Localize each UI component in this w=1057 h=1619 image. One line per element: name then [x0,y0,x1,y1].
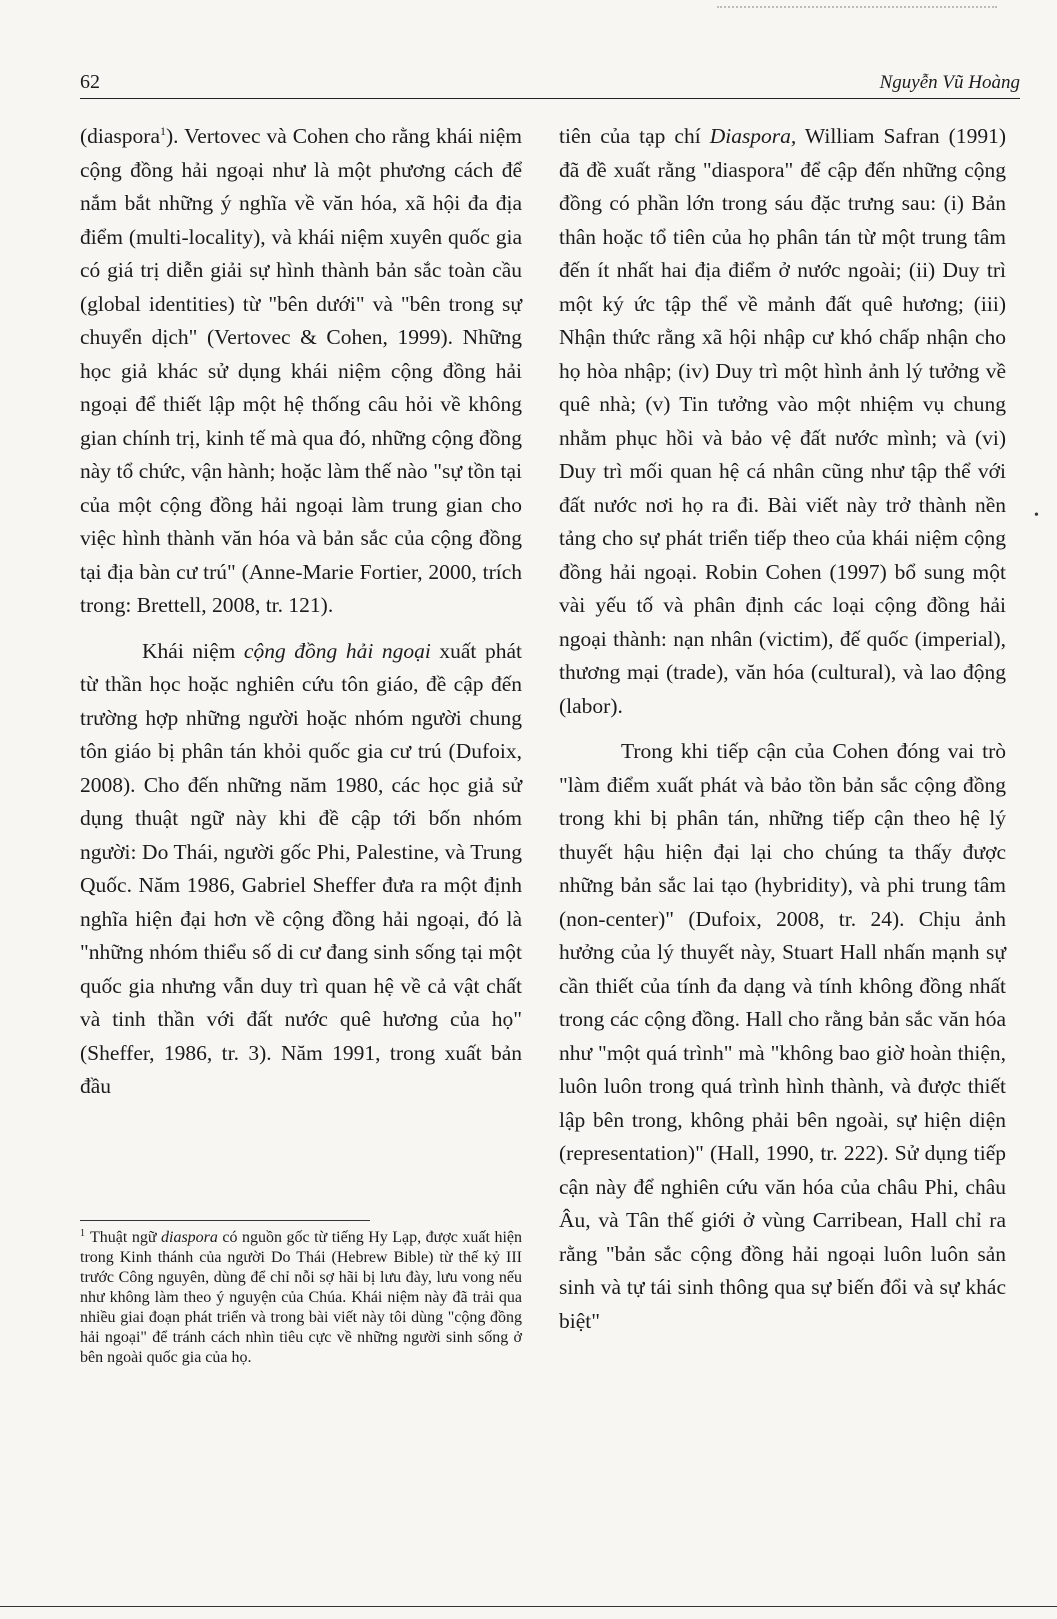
right-p1-text-b: William Safran (1991) đã đề xuất rằng "diaspora" để cập đến những cộng đồng có phần lớn trong sáu đặc trưng sau: (i) Bản thân hoặc tổ tiên của họ phân tán từ một trung tâm đến ít nhất hai địa điểm ở nước ngoài; (ii) Duy trì một ký ức tập thể về mảnh đất quê hương; (iii) Nhận thức rằng xã hội nhập cư khó chấp nhận cho họ hòa nhập; (iv) Duy trì một hình ảnh lý tưởng về quê nhà; (v) Tin tưởng vào một nhiệm vụ chung nhằm phục hồi và bảo vệ đất nước mình; và (vi) Duy trì mối quan hệ cá nhân cũng như tập thể với đất nước nơi họ ra đi. Bài viết này trở thành nền tảng cho sự phát triển tiếp theo của khái niệm cộng đồng hải ngoại. Robin Cohen (1997) bổ sung một vài yếu tố và phân định các loại cộng đồng hải ngoại thành: nạn nhân (victim), đế quốc (imperial), thương mại (trade), văn hóa (cultural), và lao động (labor). [559,124,1006,718]
left-p1-text-a: (diaspora [80,124,160,148]
footnote-marker: 1 [80,1228,85,1239]
page-header [80,68,1020,99]
footnote-separator [80,1220,370,1221]
bottom-rule [0,1606,1057,1607]
margin-mark: • [1034,508,1039,523]
left-p2-text-b: xuất phát từ thần học hoặc nghiên cứu tôn giáo, đề cập đến trường hợp những người hoặc nhóm người chung tôn giáo bị phân tán khỏi quốc gia cư trú (Dufoix, 2008). Cho đến những năm 1980, các học giả sử dụng thuật ngữ này khi đề cập tới bốn nhóm người: Do Thái, người gốc Phi, Palestine, và Trung Quốc. Năm 1986, Gabriel Sheffer đưa ra một định nghĩa hiện đại hơn về cộng đồng hải ngoại, đó là "những nhóm thiểu số di cư đang sinh sống tại một quốc gia nhưng vẫn duy trì quan hệ về cả vật chất và tinh thần với đất nước quê hương của họ" (Sheffer, 1986, tr. 3). Năm 1991, trong xuất bản đầu [80,638,522,1098]
right-p1-text-a: tiên của tạp chí [559,124,710,148]
left-column [80,120,522,1116]
right-paragraph-1 [559,120,1006,723]
right-p1-italic-title: Diaspora, [709,124,797,148]
footnote-text-b: có nguồn gốc từ tiếng Hy Lạp, được xuất hiện trong Kinh thánh của người Do Thái (Hebrew Bible) từ thế kỷ III trước Công nguyên, dùng để chỉ nỗi sợ hãi bị lưu đày, lưu vong nếu như không làm theo ý nguyện của Chúa. Khái niệm này đã trải qua nhiều giai đoạn phát triển và trong bài viết này tôi dùng "cộng đồng hải ngoại" để tránh cách nhìn tiêu cực về những người sinh sống ở bên ngoài quốc gia của họ. [80,1229,522,1366]
running-head-author: Nguyễn Vũ Hoàng [879,72,1020,93]
footnote-italic-term: diaspora [161,1229,218,1246]
left-p2-text-a: Khái niệm [142,638,244,663]
left-paragraph-2 [80,635,522,1104]
footnote-reference[interactable]: 1 [160,124,166,138]
left-p2-italic-term: cộng đồng hải ngoại [243,638,431,663]
left-p1-text-b: ). Vertovec và Cohen cho rằng khái niệm cộng đồng hải ngoại như là một phương cách để nắm bắt những ý nghĩa về văn hóa, xã hội đa địa điểm (multi-locality), và khái niệm xuyên quốc gia có giá trị diễn giải sự hình thành bản sắc toàn cầu (global identities) từ "bên dưới" và "bên trong sự chuyển dịch" (Vertovec & Cohen, 1999). Những học giả khác sử dụng khái niệm cộng đồng hải ngoại để thiết lập một hệ thống câu hỏi về không gian chính trị, kinh tế mà qua đó, những cộng đồng này tổ chức, vận hành; hoặc làm thế nào "sự tồn tại của một cộng đồng hải ngoại làm trung gian cho việc hình thành văn hóa và bản sắc của cộng đồng tại địa bàn cư trú" (Anne-Marie Fortier, 2000, trích trong: Brettell, 2008, tr. 121). [80,124,522,617]
right-column [559,120,1006,1350]
page-number: 62 [80,71,100,93]
right-paragraph-2: Trong khi tiếp cận của Cohen đóng vai trò "làm điểm xuất phát và bảo tồn bản sắc cộng đồng trong khi bị phân tán, những tiếp cận theo hệ lý thuyết hậu hiện đại lại cho chúng ta thấy được những bản sắc lai tạo (hybridity), và phi trung tâm (non-center)" (Dufoix, 2008, tr. 24). Chịu ảnh hưởng của lý thuyết này, Stuart Hall nhấn mạnh sự cần thiết của tính đa dạng và tính không đồng nhất trong các cộng đồng. Hall cho rằng bản sắc văn hóa như "một quá trình" mà "không bao giờ hoàn thiện, luôn luôn trong quá trình hình thành, và được thiết lập bên trong, không phải bên ngoài, sự hiện diện (representation)" (Hall, 1990, tr. 222). Sử dụng tiếp cận này để nghiên cứu văn hóa của châu Phi, châu Âu, và Tân thế giới ở vùng Carribean, Hall chỉ ra rằng "bản sắc cộng đồng hải ngoại luôn luôn sản sinh và tự tái sinh thông qua sự biến đổi và sự khác biệt" [559,739,1006,1333]
footnote-text-a: Thuật ngữ [90,1229,161,1246]
footnote [80,1228,522,1368]
left-paragraph-1 [80,120,522,623]
top-dotted-line [717,6,997,10]
